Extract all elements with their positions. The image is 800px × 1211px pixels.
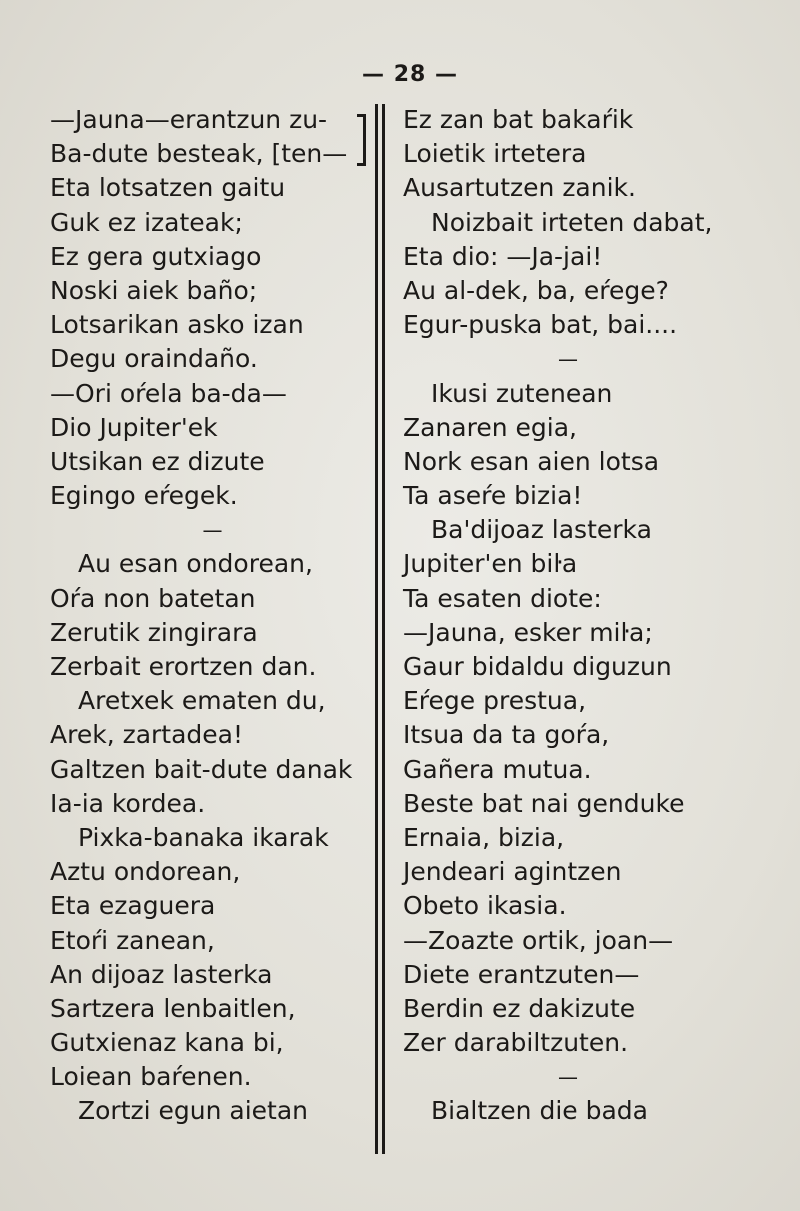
verse-line: Eta ezaguera: [50, 891, 216, 921]
verse-line: Ikusi zutenean: [431, 378, 613, 408]
verse-line: Bialtzen die bada: [431, 1096, 648, 1126]
verse-line: Egur-puska bat, bai....: [403, 310, 678, 340]
verse-line: Zanaren egia,: [403, 412, 577, 442]
verse-line: Zerutik zingirara: [50, 617, 258, 647]
verse-line: Galtzen bait-dute danak: [50, 754, 353, 784]
verse-line: Etoŕi zanean,: [50, 925, 215, 955]
verse-line: Oŕa non batetan: [50, 583, 256, 613]
verse-line: Noizbait irteten dabat,: [431, 207, 713, 237]
verse-line: Itsua da ta goŕa,: [403, 720, 610, 750]
verse-line: Zortzi egun aietan: [78, 1096, 309, 1126]
left-column: [50, 103, 375, 1129]
verse-line: Gaur bidaldu diguzun: [403, 652, 672, 681]
verse-line: Gañera mutua.: [403, 754, 592, 784]
verse-line: Jendeari agintzen: [403, 857, 622, 887]
verse-line: Loiean baŕenen.: [50, 1062, 252, 1092]
verse-line: Pixka-banaka ikarak: [78, 822, 329, 852]
verse-line: Aztu ondorean,: [50, 857, 241, 887]
verse-line: —Zoazte ortik, joan—: [403, 925, 674, 955]
verse-line: Jupiter'en biŀa: [403, 549, 578, 579]
right-column: [403, 103, 733, 1129]
verse-line: Gutxienaz kana bi,: [50, 1028, 284, 1058]
verse-line: Dio Jupiter'ek: [50, 412, 218, 442]
verse-line: Au esan ondorean,: [78, 549, 313, 579]
verse-line: Zer darabiltzuten.: [403, 1028, 629, 1058]
verse-line: Ausartutzen zanik.: [403, 173, 636, 203]
verse-line: Ez gera gutxiago: [50, 241, 262, 271]
verse-line: Obeto ikasia.: [403, 891, 567, 921]
stanza-separator: —: [558, 347, 578, 372]
verse-line: Arek, zartadea!: [50, 720, 244, 750]
stanza-separator: —: [202, 518, 223, 543]
verse-line: Diete erantzuten—: [403, 959, 640, 989]
verse-line: Nork esan aien lotsa: [403, 446, 660, 476]
verse-line: An dijoaz lasterka: [50, 959, 273, 989]
page-number: — 28 —: [362, 62, 458, 87]
verse-line: —Jauna—erantzun zu-: [50, 105, 328, 134]
stanza-separator: —: [558, 1065, 578, 1090]
verse-line: Zerbait erortzen dan.: [50, 652, 317, 681]
verse-line: Sartzera lenbaitlen,: [50, 993, 296, 1023]
column-divider-rule: [375, 104, 378, 1154]
verse-line: Egingo eŕegek.: [50, 481, 238, 511]
verse-line: Eŕege prestua,: [403, 686, 587, 716]
verse-line: Lotsarikan asko izan: [50, 310, 304, 340]
verse-bracket: [357, 114, 366, 166]
verse-line: Berdin ez dakizute: [403, 993, 636, 1023]
verse-line: Loietik irtetera: [403, 139, 587, 169]
verse-line: Beste bat nai genduke: [403, 788, 685, 818]
verse-line: Utsikan ez dizute: [50, 446, 265, 476]
verse-line: Ia-ia kordea.: [50, 788, 206, 818]
verse-line: Noski aiek baño;: [50, 275, 258, 305]
verse-line: Guk ez izateak;: [50, 207, 243, 237]
verse-line: Ba'dijoaz lasterka: [431, 515, 652, 545]
verse-line: Ba-dute besteak, [ten—: [50, 139, 348, 169]
verse-line: Au al-dek, ba, eŕege?: [403, 275, 669, 305]
verse-line: Ez zan bat bakaŕik: [403, 105, 634, 134]
verse-line: Ta aseŕe bizia!: [403, 481, 583, 511]
verse-line: Ta esaten diote:: [403, 583, 602, 613]
verse-line: Eta dio: —Ja-jai!: [403, 241, 603, 271]
verse-line: Degu oraindaño.: [50, 344, 258, 374]
verse-line: Aretxek ematen du,: [78, 686, 326, 716]
verse-line: Eta lotsatzen gaitu: [50, 173, 286, 203]
column-divider-rule: [382, 104, 385, 1154]
verse-line: Ernaia, bizia,: [403, 822, 565, 852]
verse-line: —Jauna, esker miŀa;: [403, 617, 653, 647]
verse-line: —Ori oŕela ba-da—: [50, 378, 287, 408]
